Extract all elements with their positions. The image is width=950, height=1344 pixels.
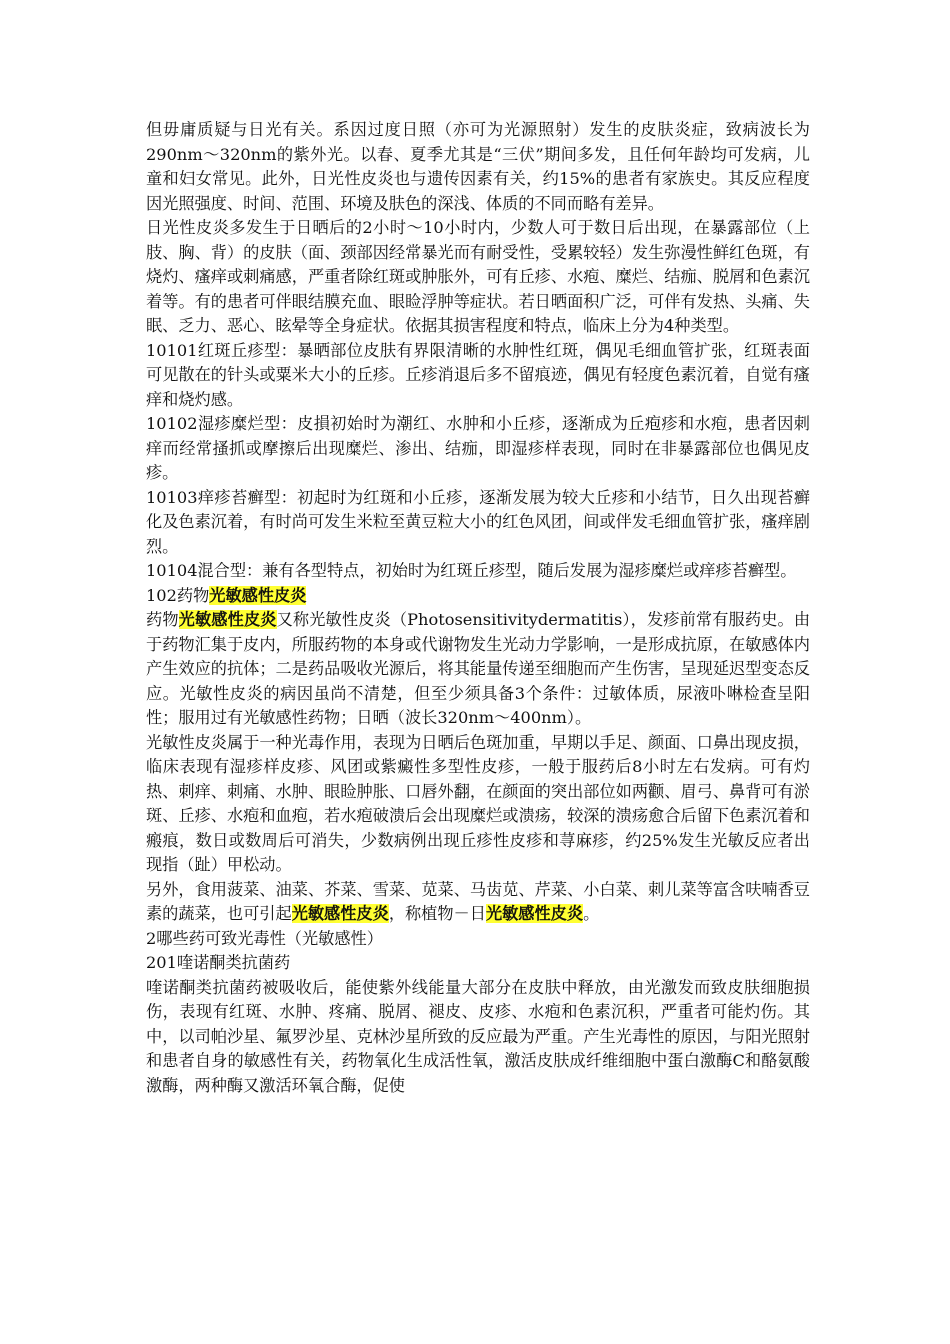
paragraph-vegetables xyxy=(146,878,810,927)
heading-102-prefix: 102药物 xyxy=(146,585,210,605)
search-highlight: 光敏感性皮炎 xyxy=(209,585,307,605)
paragraph-type-10101: 10101红斑丘疹型：暴晒部位皮肤有界限清晰的水肿性红斑，偶见毛细血管扩张，红斑表面可见散在的针头或粟米大小的丘疹。丘疹消退后多不留痕迹，偶见有轻度色素沉着，自觉有瘙痒和烧灼感。 xyxy=(146,340,810,409)
document-body xyxy=(146,118,810,1098)
paragraph-quinolones: 喹诺酮类抗菌药被吸收后，能使紫外线能量大部分在皮肤中释放，由光激发而致皮肤细胞损伤，表现有红斑、水肿、疼痛、脱屑、褪皮、皮疹、水疱和色素沉积，严重者可能灼伤。其中，以司帕沙星、氟罗沙星、克林沙星所致的反应最为严重。产生光毒性的原因，与阳光照射和患者自身的敏感性有关，药物氧化生成活性氧，激活皮肤成纤维细胞中蛋白激酶C和酪氨酸激酶，两种酶又激活环氧合酶，促使 xyxy=(146,977,810,1095)
heading-2: 2哪些药可致光毒性（光敏感性） xyxy=(146,928,383,948)
paragraph-sun-dermatitis-cause: 但毋庸质疑与日光有关。系因过度日照（亦可为光源照射）发生的皮肤炎症，致病波长为290nm～320nm的紫外光。以春、夏季尤其是“三伏”期间多发，且任何年龄均可发病，儿童和妇女常见。此外，日光性皮炎也与遗传因素有关，约15%的患者有家族史。其反应程度因光照强度、时间、范围、环境及肤色的深浅、体质的不同而略有差异。 xyxy=(146,120,810,213)
paragraph-drug-photosensitivity xyxy=(146,608,810,731)
heading-201: 201喹诺酮类抗菌药 xyxy=(146,953,291,972)
search-highlight: 光敏感性皮炎 xyxy=(291,904,389,923)
paragraph-phototoxic-manifestation: 光敏性皮炎属于一种光毒作用，表现为日晒后色斑加重，早期以手足、颜面、口鼻出现皮损，临床表现有湿疹样皮疹、风团或紫癜性多型性皮疹，一般于服药后8小时左右发病。可有灼热、刺痒、刺痛、水肿、眼睑肿胀、口唇外翻，在颜面的突出部位如两颧、眉弓、鼻背可有淤斑、丘疹、水疱和血疱，若水疱破溃后会出现糜烂或溃疡，较深的溃疡愈合后留下色素沉着和瘢痕，数日或数周后可消失，少数病例出现丘疹性皮疹和荨麻疹，约25%发生光敏反应者出现指（趾）甲松动。 xyxy=(146,732,810,874)
paragraph-text-b: ，称植物－日 xyxy=(388,904,486,923)
paragraph-text-a: 另外，食用菠菜、油菜、芥菜、雪菜、苋菜、马齿苋、芹菜、小白菜、刺儿菜等富含呋喃香豆素的蔬菜，也可引起 xyxy=(146,879,810,923)
paragraph-sun-dermatitis-symptoms: 日光性皮炎多发生于日晒后的2小时～10小时内，少数人可于数日后出现，在暴露部位（上肢、胸、背）的皮肤（面、颈部因经常暴光而有耐受性，受累较轻）发生弥漫性鲜红色斑，有烧灼、瘙痒或刺痛感，严重者除红斑或肿胀外，可有丘疹、水疱、糜烂、结痂、脱屑和色素沉着等。有的患者可伴眼结膜充血、眼睑浮肿等症状。若日晒面积广泛，可伴有发热、头痛、失眠、乏力、恶心、眩晕等全身症状。依据其损害程度和特点，临床上分为4种类型。 xyxy=(146,218,810,335)
paragraph-type-10103: 10103痒疹苔癣型：初起时为红斑和小丘疹，逐渐发展为较大丘疹和小结节，日久出现苔癣化及色素沉着，有时尚可发生米粒至黄豆粒大小的红色风团，间或伴发毛细血管扩张，瘙痒剧烈。 xyxy=(146,487,810,556)
search-highlight: 光敏感性皮炎 xyxy=(178,610,277,629)
heading-102 xyxy=(146,584,810,609)
paragraph-type-10104: 10104混合型：兼有各型特点，初始时为红斑丘疹型，随后发展为湿疹糜烂或痒疹苔癣型。 xyxy=(146,561,797,580)
paragraph-type-10102: 10102湿疹糜烂型：皮損初始时为潮红、水肿和小丘疹，逐渐成为丘疱疹和水疱，患者因刺痒而经常搔抓或摩擦后出现糜烂、渗出、结痂，即湿疹样表现，同时在非暴露部位也偶见皮疹。 xyxy=(146,414,810,482)
paragraph-prefix: 药物 xyxy=(146,610,179,629)
search-highlight: 光敏感性皮炎 xyxy=(485,904,584,923)
paragraph-rest: 又称光敏性皮炎（Photosensitivitydermatitis），发疹前常有服药史。由于药物汇集于皮内，所服药物的本身或代谢物发生光动力学影响，一是形成抗原，在敏感体内产生效应的抗体；二是药品吸收光源后，将其能量传递至细胞而产生伤害，呈现延迟型变态反应。光敏性皮炎的病因虽尚不清楚，但至少须具备3个条件：过敏体质，尿液卟啉检查呈阳性；服用过有光敏感性药物；日晒（波长320nm～400nm）。 xyxy=(146,610,811,727)
paragraph-text-c: 。 xyxy=(583,904,600,923)
